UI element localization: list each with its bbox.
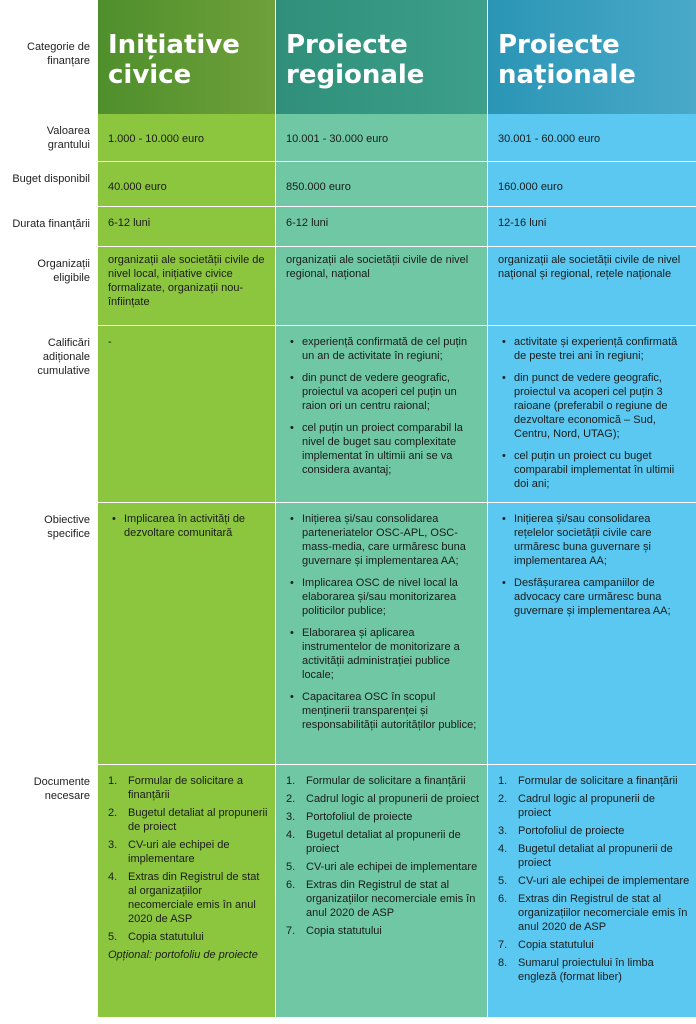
item-text: Extras din Registrul de stat al organizațiilor necomerciale emis în anul 2020 de ASP: [306, 879, 476, 919]
list-item: • cel puțin un proiect comparabil la nivel de buget sau complexitate implementat în ultimii ani se va considera avantaj;: [286, 421, 481, 477]
documents-regionale: [275, 765, 487, 1024]
item-number: 5.: [286, 861, 296, 873]
budget-regionale: 850.000 euro: [275, 162, 487, 207]
item-number: 7.: [286, 925, 296, 937]
item-text: Copia statutului: [128, 931, 204, 943]
duration-civice: 6-12 luni: [97, 207, 275, 247]
item-number: 3.: [108, 839, 118, 851]
row-label-duration: Durata finanțării: [0, 207, 97, 247]
row-label-documents: Documente necesare: [0, 765, 97, 1024]
list-item: • Elaborarea și aplicarea instrumentelor de monitorizare a activității administrației publice locale;: [286, 626, 481, 682]
item-number: 1.: [286, 775, 296, 787]
item-number: 4.: [108, 871, 118, 883]
list-item: • Inițierea și/sau consolidarea parteneriatelor OSC-APL, OSC-mass-media, care urmăresc buna guvernare și implementarea AA;: [286, 512, 481, 568]
row-label-category: [0, 0, 97, 114]
row-label-eligible-orgs: Organizații eligibile: [0, 247, 97, 326]
item-number: 1.: [498, 775, 508, 787]
column-header-civice: Inițiative civice: [97, 0, 275, 114]
list-item: [108, 870, 269, 926]
qualifications-regionale: [275, 326, 487, 503]
item-number: 3.: [498, 825, 508, 837]
item-text: Bugetul detaliat al propunerii de proiect: [128, 807, 268, 833]
list-item: [286, 828, 481, 856]
grant-value-regionale: 10.001 - 30.000 euro: [275, 114, 487, 162]
eligible-orgs-nationale: organizații ale societății civile de nivel național și regional, rețele naționale: [487, 247, 696, 326]
item-text: Portofoliul de proiecte: [518, 825, 625, 837]
list-item: • activitate și experiență confirmată de peste trei ani în regiuni;: [498, 335, 690, 363]
grant-value-nationale: 30.001 - 60.000 euro: [487, 114, 696, 162]
item-text: Bugetul detaliat al propunerii de proiect: [306, 829, 461, 855]
item-text: Cadrul logic al propunerii de proiect: [518, 793, 655, 819]
duration-regionale: 6-12 luni: [275, 207, 487, 247]
item-text: CV-uri ale echipei de implementare: [518, 875, 690, 887]
list-item: • Desfășurarea campaniilor de advocacy care urmăresc buna guvernare și implementarea AA;: [498, 576, 690, 618]
budget-nationale: 160.000 euro: [487, 162, 696, 207]
row-label-objectives: Obiective specifice: [0, 503, 97, 765]
optional-note: Opțional: portofoliu de proiecte: [108, 949, 258, 961]
list-item: [498, 938, 690, 952]
eligible-orgs-civice: organizații ale societății civile de nivel local, inițiative civice formalizate, organizații nou-înființate: [97, 247, 275, 326]
list-item: [498, 874, 690, 888]
list-item: [498, 792, 690, 820]
row-label-qualifications: Calificări adiționale cumulative: [0, 326, 97, 503]
list-item: [498, 956, 690, 984]
item-number: 6.: [498, 893, 508, 905]
list-item: • Implicarea în activități de dezvoltare comunitară: [108, 512, 269, 540]
documents-civice: [97, 765, 275, 1024]
documents-nationale: [487, 765, 696, 1024]
objectives-regionale: [275, 503, 487, 765]
list-item: [286, 792, 481, 806]
list-item: • Implicarea OSC de nivel local la elaborarea și/sau monitorizarea politicilor publice;: [286, 576, 481, 618]
list-item: • din punct de vedere geografic, proiectul va acoperi cel puțin 3 raioane (preferabil o regiune de dezvoltare economică – Sud, Centru, Nord, UTAG);: [498, 371, 690, 441]
list-item: • Capacitarea OSC în scopul menținerii transparenței și responsabilității autorităților publice;: [286, 690, 481, 732]
grant-value-civice: 1.000 - 10.000 euro: [97, 114, 275, 162]
eligible-orgs-regionale: organizații ale societății civile de nivel regional, național: [275, 247, 487, 326]
list-item: [108, 806, 269, 834]
objectives-nationale: [487, 503, 696, 765]
row-label-budget: Buget disponibil: [0, 162, 97, 207]
list-item: [498, 842, 690, 870]
item-text: Portofoliul de proiecte: [306, 811, 413, 823]
list-item: [498, 774, 690, 788]
objectives-civice: [97, 503, 275, 765]
list-item: • cel puțin un proiect cu buget comparabil implementat în ultimii doi ani;: [498, 449, 690, 491]
item-number: 6.: [286, 879, 296, 891]
item-text: Extras din Registrul de stat al organizațiilor necomerciale emis în anul 2020 de ASP: [518, 893, 688, 933]
item-text: Cadrul logic al propunerii de proiect: [306, 793, 480, 805]
item-text: Copia statutului: [306, 925, 382, 937]
item-text: Copia statutului: [518, 939, 594, 951]
item-number: 4.: [498, 843, 508, 855]
category-label: Categorie de finanțare: [27, 41, 90, 67]
item-text: Extras din Registrul de stat al organizațiilor necomerciale emis în anul 2020 de ASP: [128, 871, 260, 925]
item-text: CV-uri ale echipei de implementare: [306, 861, 478, 873]
list-item: [108, 838, 269, 866]
item-number: 3.: [286, 811, 296, 823]
item-number: 4.: [286, 829, 296, 841]
list-item: [286, 860, 481, 874]
item-text: Formular de solicitare a finanțării: [518, 775, 678, 787]
budget-civice: 40.000 euro: [97, 162, 275, 207]
list-item: [286, 924, 481, 938]
list-item: [498, 824, 690, 838]
item-text: Bugetul detaliat al propunerii de proiect: [518, 843, 673, 869]
column-header-nationale: Proiecte naționale: [487, 0, 696, 114]
list-item: • experiență confirmată de cel puțin un an de activitate în regiuni;: [286, 335, 481, 363]
item-text: Formular de solicitare a finanțării: [128, 775, 243, 801]
list-item: [286, 878, 481, 920]
list-item: • din punct de vedere geografic, proiectul va acoperi cel puțin un raion ori un centru raional;: [286, 371, 481, 413]
item-text: Formular de solicitare a finanțării: [306, 775, 466, 787]
item-number: 2.: [108, 807, 118, 819]
item-text: CV-uri ale echipei de implementare: [128, 839, 230, 865]
column-header-regionale: Proiecte regionale: [275, 0, 487, 114]
item-text: Sumarul proiectului în limba engleză (format liber): [518, 957, 654, 983]
item-number: 2.: [498, 793, 508, 805]
list-item: [286, 774, 481, 788]
list-item: [498, 892, 690, 934]
qualifications-civice: -: [97, 326, 275, 503]
qualifications-nationale: [487, 326, 696, 503]
list-item: [108, 774, 269, 802]
item-number: 2.: [286, 793, 296, 805]
item-number: 5.: [108, 931, 118, 943]
row-label-grant-value: Valoarea grantului: [0, 114, 97, 162]
duration-nationale: 12-16 luni: [487, 207, 696, 247]
item-number: 8.: [498, 957, 508, 969]
list-item: [108, 930, 269, 944]
item-number: 5.: [498, 875, 508, 887]
item-number: 1.: [108, 775, 118, 787]
item-number: 7.: [498, 939, 508, 951]
list-item: [286, 810, 481, 824]
list-item: • Inițierea și/sau consolidarea rețelelor societății civile care urmăresc buna guvernare și implementarea AA;: [498, 512, 690, 568]
bottom-margin: [0, 1017, 696, 1024]
